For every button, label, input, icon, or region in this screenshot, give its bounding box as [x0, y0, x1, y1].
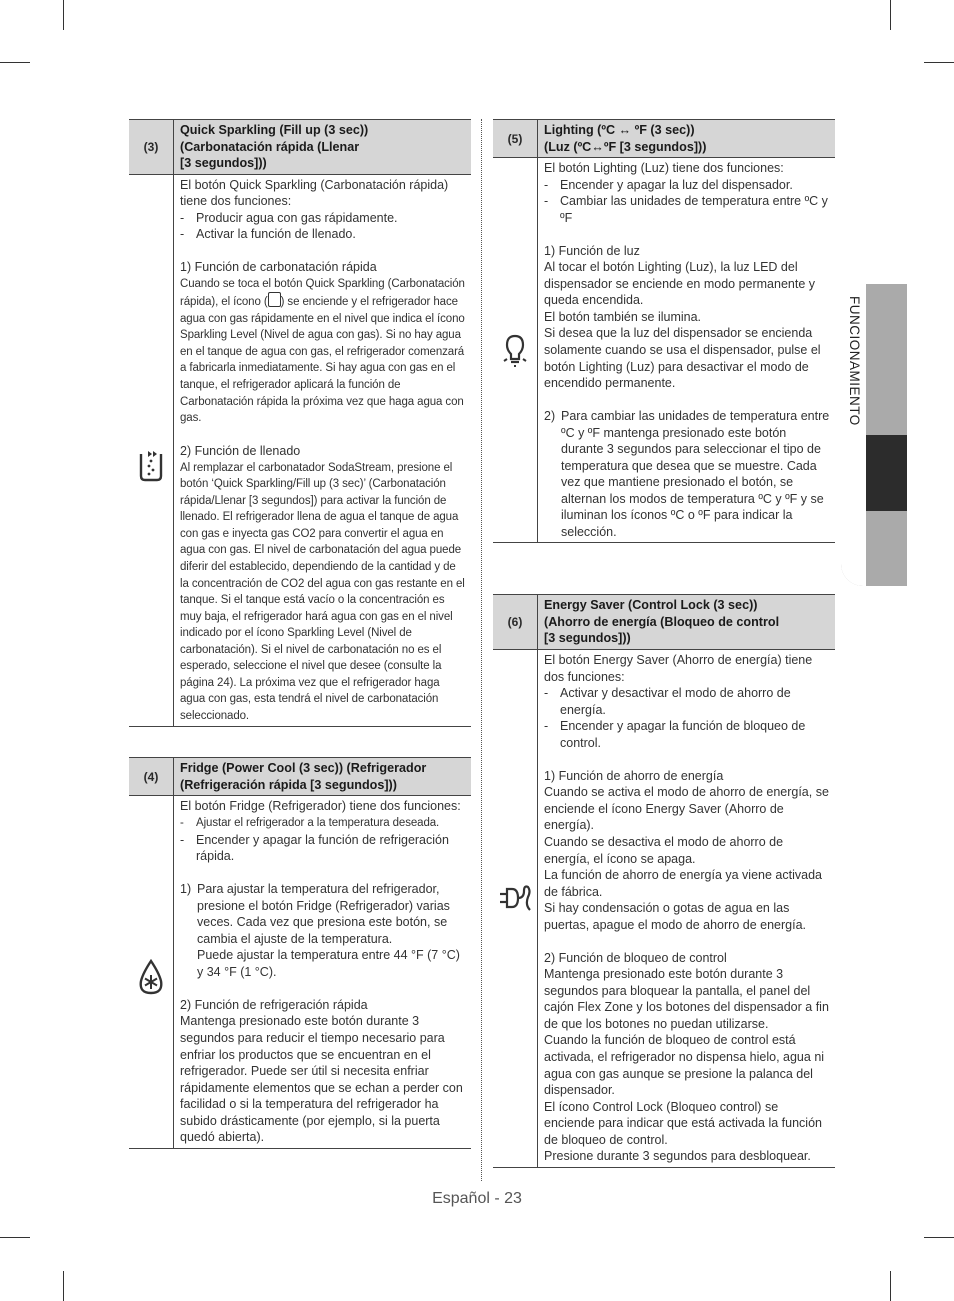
numbered-item: 2) Para cambiar las unidades de temperatura entre ºC y ºF mantenga presionado este botón durante 3 segundos para seleccionar el tipo de temperatura que desea que se muestre. Cada vez que mantiene presionado el botón, se alternan los modos de temperatura ºC y ºF y se iluminan los íconos ºC o ºF para indicar la selección. — [544, 409, 830, 539]
function-text: Cuando se toca el botón Quick Sparkling (Carbonatación rápida), el ícono ( ) se enciende y el refrigerador hace agua con gas rápidamente en el nivel que indica el ícono Sparkling Level (Nivel de agua con gas). Si no hay agua en el tanque de agua con gas, el refrigerador comenzará a fabricarla inmediatamente. Si hay agua con gas en el tanque, el refrigerador aplicará la función de Carbonatación rápida la próxima vez que haga agua con gas. — [180, 277, 465, 425]
crop-mark — [63, 1271, 64, 1301]
function-text: La función de ahorro de energía ya viene activada de fábrica. — [544, 868, 822, 899]
left-column — [129, 119, 471, 1149]
intro-text: El botón Energy Saver (Ahorro de energía) tiene dos funciones: — [544, 652, 813, 684]
function-title: 1) Función de ahorro de energía — [544, 768, 724, 783]
function-text: El botón también se ilumina. — [544, 309, 702, 324]
numbered-item: 1) Para ajustar la temperatura del refrigerador, presione el botón Fridge (Refrigerador) varias veces. Cada vez que presiona este botón, se cambia el ajuste de la temperatura. Puede ajustar la temperatura entre 44 °F (7 °C) y 34 °F (1 °C). — [180, 882, 460, 979]
function-text: Mantenga presionado este botón durante 3 segundos para bloquear la pantalla, el panel del cajón Flex Zone y los botones del dispensador a fin de que los botones no puedan utilizarse. — [544, 967, 829, 1031]
section-text — [174, 175, 471, 727]
lightbulb-icon — [500, 332, 530, 368]
icon-cell — [129, 796, 174, 1147]
list-item: - Encender y apagar la función de refrigeración rápida. — [180, 832, 449, 864]
fridge-cool-icon — [137, 959, 165, 995]
section-title: Lighting (ºC ↔ ºF (3 sec)) (Luz (ºC↔ºF [3 segundos])) — [544, 123, 707, 154]
plug-icon — [498, 883, 532, 913]
intro-text: El botón Lighting (Luz) tiene dos funciones: — [544, 161, 784, 175]
function-text: El ícono Control Lock (Bloqueo control) se enciende para indicar que está activada la función de bloqueo de control. — [544, 1099, 822, 1147]
section-number: (4) — [129, 758, 174, 795]
section-lighting — [493, 119, 835, 543]
sparkling-icon — [137, 448, 165, 482]
section-text — [174, 796, 471, 1147]
function-title: 2) Función de llenado — [180, 444, 301, 459]
section-header — [493, 119, 835, 158]
section-title: Fridge (Power Cool (3 sec)) (Refrigerador (Refrigeración rápida [3 segundos])) — [180, 761, 427, 792]
crop-mark — [890, 1271, 891, 1301]
list-item: - Encender y apagar la luz del dispensador. — [544, 177, 793, 192]
section-number: (6) — [493, 595, 538, 649]
section-energy-saver — [493, 594, 835, 1167]
list-item: - Activar la función de llenado. — [180, 227, 356, 242]
function-text: Cuando se activa el modo de ahorro de energía, se enciende el ícono Energy Saver (Ahorro de energía). — [544, 785, 829, 833]
side-tab-marker — [866, 435, 907, 511]
section-number: (3) — [129, 120, 174, 174]
section-header — [129, 757, 471, 796]
function-text: Si desea que la luz del dispensador se encienda solamente cuando se usa el dispensador, pulse el botón Lighting (Luz) para desactivar el modo de encendido permanente. — [544, 326, 821, 391]
intro-text: El botón Quick Sparkling (Carbonatación rápida) tiene dos funciones: — [180, 177, 449, 209]
function-text: Al tocar el botón Lighting (Luz), la luz LED del dispensador se enciende en modo permanente y queda encendida. — [544, 260, 816, 308]
function-text: Presione durante 3 segundos para desbloquear. — [544, 1149, 811, 1164]
function-title: 2) Función de refrigeración rápida — [180, 997, 368, 1012]
section-body — [129, 175, 471, 727]
crop-mark — [924, 62, 954, 63]
sparkling-mini-icon — [268, 292, 281, 307]
function-text: Cuando se desactiva el modo de ahorro de energía, el ícono se apaga. — [544, 834, 784, 866]
crop-mark — [890, 0, 891, 30]
function-text: Cuando la función de bloqueo de control está activada, el refrigerador no dispensa hielo, agua ni agua con gas aunque se presione la palanca del dispensador. — [544, 1033, 825, 1098]
function-text: Mantenga presionado este botón durante 3 segundos para reducir el tiempo necesario para enfriar los productos que se encuentran en el refrigerador. Puede ser útil si necesita enfriar rápidamente elementos que se echan a perder con facilidad o si la temperatura del refrigerador ha subido drásticamente (por ejemplo, si la puerta quedó abierta). — [180, 1014, 463, 1145]
crop-mark — [63, 0, 64, 30]
section-text — [538, 158, 835, 542]
function-text: Si hay condensación o gotas de agua en las puertas, apague el modo de ahorro de energía. — [544, 901, 806, 932]
section-number: (5) — [493, 120, 538, 157]
section-quick-sparkling — [129, 119, 471, 727]
section-text — [538, 650, 835, 1167]
section-header — [493, 594, 835, 650]
list-item: - Activar y desactivar el modo de ahorro de energía. — [544, 686, 791, 717]
section-header — [129, 119, 471, 175]
side-tab-label: FUNCIONAMIENTO — [847, 296, 862, 426]
crop-mark — [0, 62, 30, 63]
intro-text: El botón Fridge (Refrigerador) tiene dos funciones: — [180, 799, 461, 814]
page-footer: Español - 23 — [432, 1190, 522, 1207]
function-title: 1) Función de luz — [544, 243, 640, 258]
right-column — [493, 119, 835, 1168]
crop-mark — [0, 1237, 30, 1238]
function-text: Al remplazar el carbonatador SodaStream, presione el botón ‘Quick Sparkling/Fill up (3 sec)’ (Carbonatación rápida/Llenar [3 segundos]) para activar la función de llenado. El refrigerador llena de agua el tanque de agua con gas e inyecta gas CO2 para convertir el agua en agua con gas. El nivel de carbonatación del agua puede diferir del establecido, dependiendo de la cantidad y de la concentración de CO2 del agua con gas restante en el tanque. Si el tanque está vacío o la concentración es muy baja, el refrigerador hará agua con gas en el nivel indicado por el ícono Sparkling Level (Nivel de carbonatación). Si el nivel de carbonatación no es el esperado, seleccione el nivel que desee (consulte la página 24). La próxima vez que el refrigerador haga agua con gas, esta tendrá el nivel de carbonatación seleccionado. — [180, 461, 465, 722]
function-title: 1) Función de carbonatación rápida — [180, 260, 377, 275]
list-item: - Producir agua con gas rápidamente. — [180, 210, 398, 225]
section-title: Energy Saver (Control Lock (3 sec)) (Ahorro de energía (Bloqueo de control [3 segundos])) — [544, 598, 780, 646]
icon-cell — [493, 650, 538, 1167]
list-item: - Cambiar las unidades de temperatura entre ºC y ºF — [544, 194, 828, 225]
list-item: - Encender y apagar la función de bloqueo de control. — [544, 719, 806, 750]
column-divider — [481, 119, 482, 1181]
icon-cell — [493, 158, 538, 542]
section-body — [493, 158, 835, 542]
function-title: 2) Función de bloqueo de control — [544, 950, 727, 965]
section-title: Quick Sparkling (Fill up (3 sec)) (Carbonatación rápida (Llenar [3 segundos])) — [180, 123, 369, 170]
section-body — [493, 650, 835, 1167]
crop-mark — [924, 1237, 954, 1238]
list-item: - Ajustar el refrigerador a la temperatura deseada. — [180, 817, 440, 829]
section-body — [129, 796, 471, 1147]
section-fridge — [129, 757, 471, 1148]
icon-cell — [129, 175, 174, 727]
